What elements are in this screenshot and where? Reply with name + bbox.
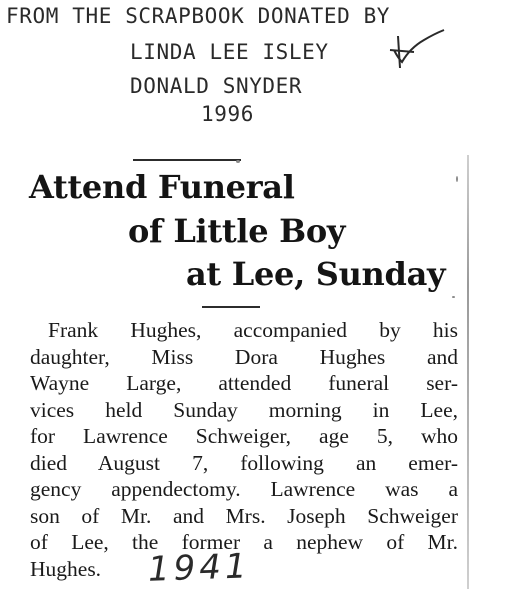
donation-header-line: FROM THE SCRAPBOOK DONATED BY — [6, 4, 391, 28]
article-line: son of Mr. and Mrs. Joseph Schweiger — [30, 503, 458, 528]
article-line: died August 7, following an emer- — [30, 450, 458, 475]
article-line: for Lawrence Schweiger, age 5, who — [30, 424, 458, 448]
donor-name-line: DONALD SNYDER — [130, 74, 303, 98]
headline-line: Attend Funeral — [29, 168, 295, 206]
donor-name-line: LINDA LEE ISLEY — [130, 40, 329, 64]
article-line: Frank Hughes, accompanied by his — [48, 318, 458, 342]
article-line: vices held Sunday morning in Lee, — [30, 397, 458, 422]
handwritten-year-annotation: 1941 — [147, 546, 252, 590]
article-line: gency appendectomy. Lawrence was a — [30, 477, 458, 501]
top-rule — [133, 159, 241, 161]
clipping-edge — [467, 155, 469, 589]
article-body — [30, 317, 458, 582]
paper-speck — [452, 296, 455, 298]
article-line: of Lee, the former a nephew of Mr. — [30, 530, 458, 554]
headline-line: of Little Boy — [128, 212, 346, 250]
paper-speck — [456, 176, 458, 182]
headline-divider — [202, 306, 260, 308]
paper-speck — [236, 160, 240, 163]
handwritten-checkmark-icon — [388, 28, 448, 72]
article-line: Hughes. — [30, 556, 102, 581]
headline-line: at Lee, Sunday — [186, 255, 446, 293]
donation-year: 1996 — [201, 102, 254, 126]
article-line: daughter, Miss Dora Hughes and — [30, 344, 458, 369]
article-line: Wayne Large, attended funeral ser- — [30, 371, 458, 395]
